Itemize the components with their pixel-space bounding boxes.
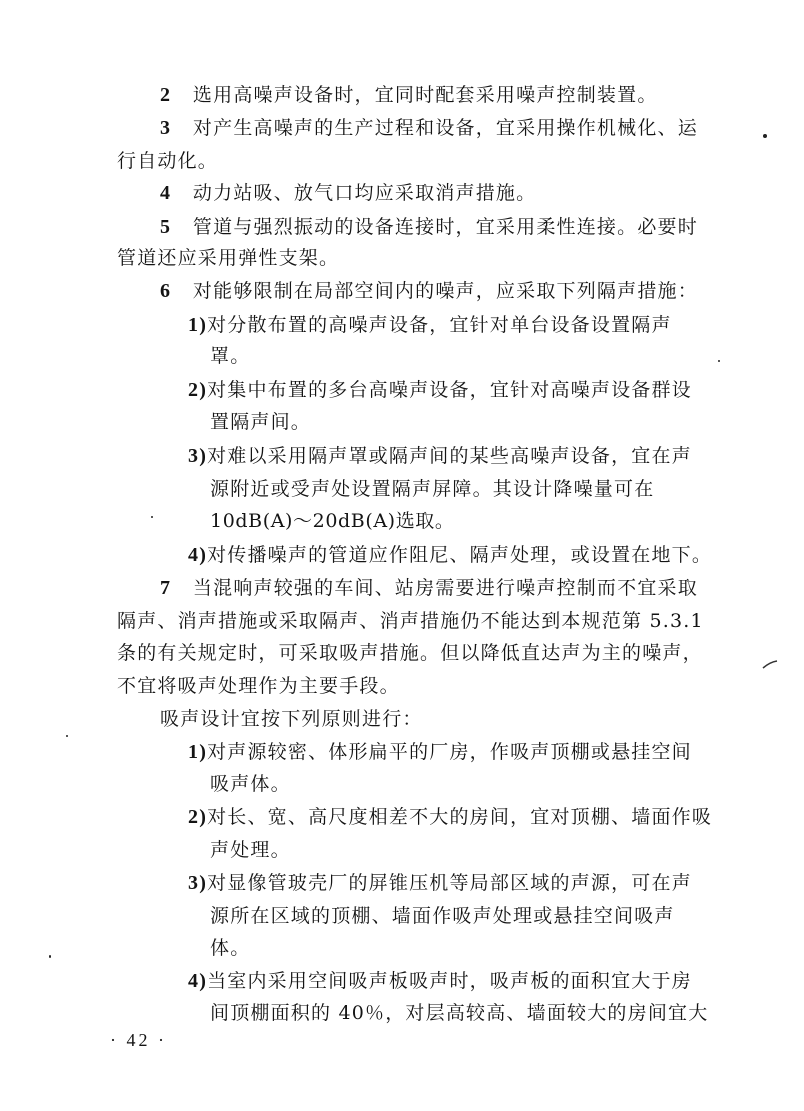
sub-text: 对分散布置的高噪声设备，宜针对单台设备设置隔声 (207, 314, 672, 336)
sub-text: 对显像管玻壳厂的屏锥压机等局部区域的声源，可在声 (207, 872, 692, 894)
item-number: 5 (160, 216, 172, 238)
absorb-sub-1 (188, 739, 692, 765)
item-text: 对产生高噪声的生产过程和设备，宜采用操作机械化、运 (192, 117, 698, 139)
item-6-sub-1 (188, 312, 672, 338)
item-4 (160, 180, 536, 206)
item-text: 管道还应采用弹性支架。 (117, 247, 340, 269)
item-5 (160, 214, 698, 240)
item-6-sub-3-cont-2 (210, 508, 455, 534)
scan-speck (151, 516, 153, 518)
sub-number: 2) (188, 379, 208, 401)
item-text: 管道与强烈振动的设备连接时，宜采用柔性连接。必要时 (192, 216, 698, 238)
sub-text: 体。 (210, 937, 251, 959)
sub-text: 吸声体。 (210, 773, 291, 795)
item-6-sub-1-cont (210, 343, 250, 369)
item-6-sub-2-cont (210, 409, 311, 435)
sub-number: 4) (188, 544, 208, 566)
sub-number: 3) (188, 872, 208, 894)
item-7 (160, 575, 698, 601)
absorb-sub-3-cont-2 (210, 935, 250, 961)
sub-number: 2) (188, 806, 208, 828)
item-6-sub-3 (188, 443, 692, 469)
sub-text: 源所在区域的顶棚、墙面作吸声处理或悬挂空间吸声 (210, 905, 675, 927)
item-6-sub-2 (188, 377, 692, 403)
item-number: 2 (160, 84, 172, 106)
page-number: · 42 · (110, 1030, 167, 1050)
item-6-sub-4 (188, 542, 712, 568)
sub-text: 声处理。 (210, 839, 291, 861)
item-5-continuation (117, 245, 339, 271)
item-text: 行自动化。 (117, 150, 219, 172)
absorb-sub-3-cont-1 (210, 903, 675, 929)
absorb-sub-2-cont (210, 837, 291, 863)
absorb-sub-4 (188, 968, 692, 994)
item-text: 动力站吸、放气口均应采取消声措施。 (192, 182, 537, 204)
sub-number: 4) (188, 970, 208, 992)
sub-number: 1) (188, 741, 208, 763)
sub-number: 1) (188, 314, 208, 336)
sub-text: 对难以采用隔声罩或隔声间的某些高噪声设备，宜在声 (207, 445, 692, 467)
scan-speck (718, 360, 720, 362)
sub-text: 置隔声间。 (210, 411, 312, 433)
sub-text: 源附近或受声处设置隔声屏障。其设计降噪量可在 (210, 478, 655, 500)
item-3 (160, 115, 698, 141)
scan-mark (762, 660, 778, 670)
item-number: 6 (160, 280, 172, 302)
item-number: 3 (160, 117, 172, 139)
item-text: 不宜将吸声处理作为主要手段。 (117, 675, 400, 697)
item-6-sub-3-cont-1 (210, 476, 654, 502)
sub-text: 间顶棚面积的 40％，对层高较高、墙面较大的房间宜大 (210, 1002, 709, 1024)
sub-text: 对传播噪声的管道应作阻尼、隔声处理，或设置在地下。 (207, 544, 713, 566)
absorb-intro (160, 706, 423, 732)
item-text: 选用高噪声设备时，宜同时配套采用噪声控制装置。 (192, 84, 658, 106)
item-7-cont-2 (117, 640, 703, 666)
absorb-sub-1-cont (210, 771, 291, 797)
sub-text: 对声源较密、体形扁平的厂房，作吸声顶棚或悬挂空间 (207, 741, 692, 763)
sub-text: 当室内采用空间吸声板吸声时，吸声板的面积宜大于房 (207, 970, 692, 992)
sub-number: 3) (188, 445, 208, 467)
item-7-cont-1 (117, 608, 704, 634)
scan-speck (763, 134, 767, 138)
sub-text: 罩。 (210, 345, 251, 367)
item-number: 4 (160, 182, 172, 204)
sub-text: 对集中布置的多台高噪声设备，宜针对高噪声设备群设 (207, 379, 692, 401)
item-text: 隔声、消声措施或采取隔声、消声措施仍不能达到本规范第 5.3.1 (117, 610, 704, 632)
scan-speck (66, 735, 68, 737)
intro-text: 吸声设计宜按下列原则进行： (160, 708, 423, 730)
item-7-cont-3 (117, 673, 400, 699)
item-text: 当混响声较强的车间、站房需要进行噪声控制而不宜采取 (192, 577, 698, 599)
sub-text: 10dB(A)～20dB(A)选取。 (210, 510, 455, 532)
scan-speck (49, 955, 51, 958)
item-2 (160, 82, 658, 108)
item-number: 7 (160, 577, 172, 599)
sub-text: 对长、宽、高尺度相差不大的房间，宜对顶棚、墙面作吸 (207, 806, 713, 828)
absorb-sub-3 (188, 870, 692, 896)
item-text: 对能够限制在局部空间内的噪声，应采取下列隔声措施： (192, 280, 698, 302)
absorb-sub-4-cont (210, 1000, 708, 1026)
item-text: 条的有关规定时，可采取吸声措施。但以降低直达声为主的噪声， (117, 642, 703, 664)
item-6 (160, 278, 698, 304)
item-3-continuation (117, 148, 218, 174)
absorb-sub-2 (188, 804, 712, 830)
